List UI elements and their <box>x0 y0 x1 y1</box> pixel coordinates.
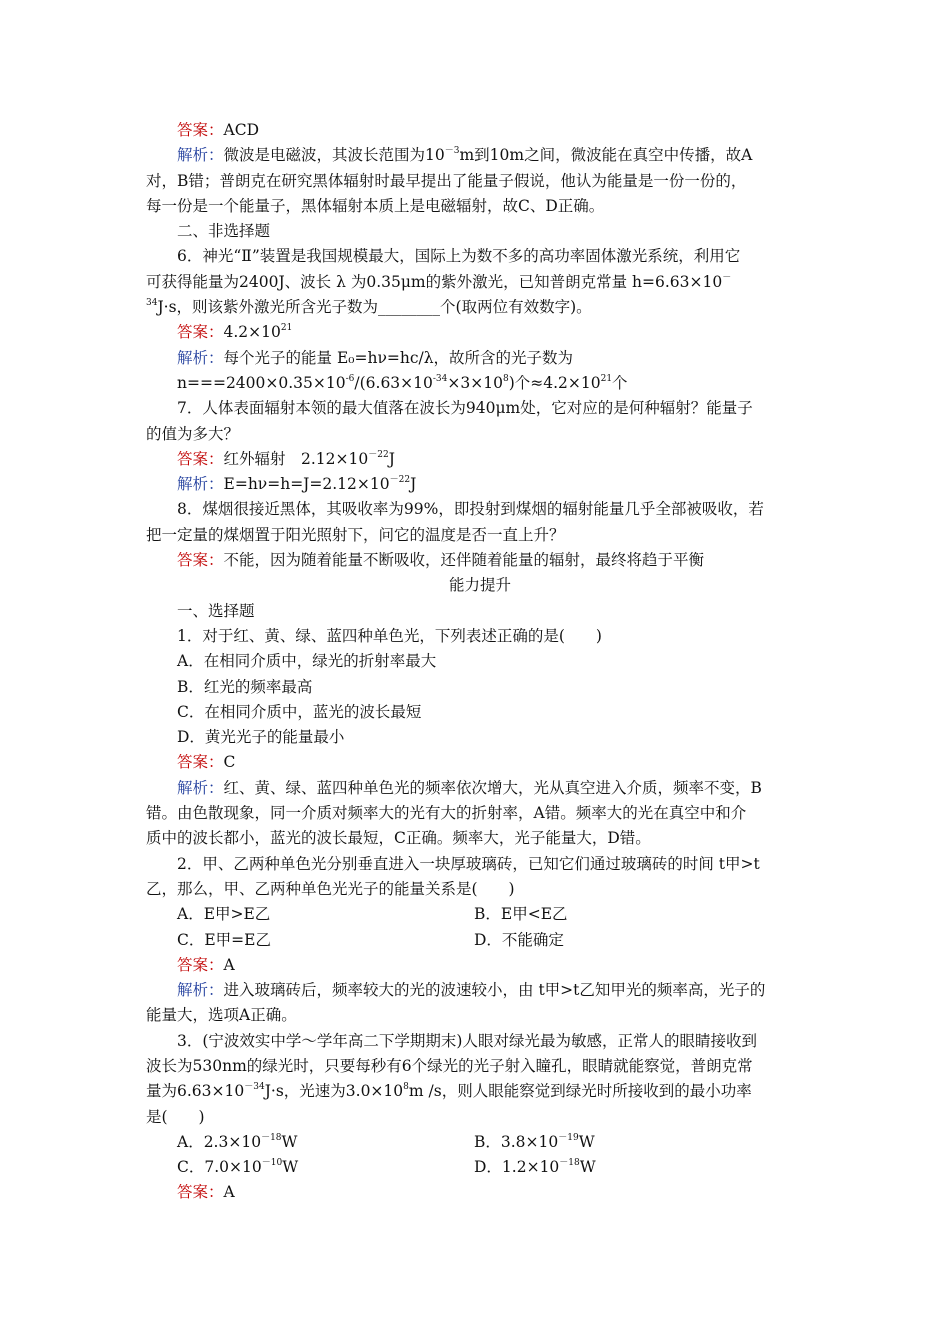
c3-line2: 波长为530nm的绿光时，只要每秒有6个绿光的光子射入瞳孔，眼睛就能察觉，普朗克常 <box>146 1056 753 1075</box>
exponent: 21 <box>280 323 293 334</box>
section-title-nonchoice: 二、非选择题 <box>177 222 271 241</box>
formula-text: ×3×10 <box>447 373 503 392</box>
answer-text: ACD <box>223 121 259 139</box>
unit: J <box>410 475 417 494</box>
c2-option-d: D．不能确定 <box>474 930 564 949</box>
c2-analysis <box>146 978 814 1003</box>
exponent: －3 <box>444 146 460 157</box>
unit: J <box>388 449 395 468</box>
c3-line3-text: 量为6.63×10 <box>146 1082 245 1101</box>
analysis-text: m到10m之间，微波能在真空中传播，故A <box>459 146 753 165</box>
q6-line2-text: 可获得能量为2400J、波长 λ 为0.35μm的紫外激光，已知普朗克常量 h=6.63×10 <box>146 272 723 291</box>
answer-label: 答案： <box>177 1183 224 1202</box>
answer-text: A <box>223 955 235 974</box>
answer-label: 答案： <box>177 323 224 342</box>
unit: W <box>282 1158 299 1177</box>
c3-option-d <box>474 1155 771 1180</box>
q6-line2 <box>146 270 814 295</box>
c1-stem: 1．对于红、黄、绿、蓝四种单色光，下列表述正确的是( ) <box>177 626 602 645</box>
c1-analysis <box>146 776 814 801</box>
option-text: C．7.0×10 <box>177 1158 262 1177</box>
option-text: A．2.3×10 <box>177 1132 262 1151</box>
exponent: －22 <box>368 449 389 460</box>
q8-line2: 把一定量的煤烟置于阳光照射下，问它的温度是否一直上升？ <box>146 525 565 544</box>
answer-text: 不能，因为随着能量不断吸收，还伴随着能量的辐射，最终将趋于平衡 <box>223 551 705 570</box>
q5-answer <box>146 118 814 143</box>
unit: W <box>578 1132 595 1151</box>
q6-analysis <box>146 346 814 371</box>
exponent: -6 <box>345 373 355 384</box>
c1-option-b: B．红光的频率最高 <box>177 677 313 696</box>
c3-options-row2 <box>146 1155 814 1180</box>
c3-line4: 是( ) <box>146 1107 205 1126</box>
c1-option-a: A．在相同介质中，绿光的折射率最大 <box>177 652 437 671</box>
q6-line3 <box>146 295 814 320</box>
unit: W <box>281 1132 298 1151</box>
exponent: 34 <box>146 297 158 308</box>
q6-line1: 6．神光“Ⅱ”装置是我国规模最大，国际上为数不多的高功率固体激光系统，利用它 <box>177 247 741 266</box>
exponent: －22 <box>389 475 411 485</box>
c2-option-c: C．E甲=E乙 <box>177 930 271 949</box>
exponent: －18 <box>261 1132 282 1143</box>
exponent: － <box>722 272 732 283</box>
c1-answer <box>146 750 814 775</box>
c3-option-c <box>177 1155 474 1180</box>
c3-options-row1 <box>146 1130 814 1155</box>
c1-analysis-line2: 错。由色散现象，同一介质对频率大的光有大的折射率，A错。频率大的光在真空中和介 <box>146 804 747 823</box>
q5-analysis <box>146 143 814 168</box>
formula-text: )个≈4.2×10 <box>508 373 601 392</box>
q6-formula <box>146 371 814 396</box>
analysis-label: 解析： <box>177 778 224 797</box>
c2-option-b: B．E甲<E乙 <box>474 905 568 924</box>
analysis-text: E=hν=h=J=2.12×10 <box>223 475 390 494</box>
q7-line2: 的值为多大？ <box>146 424 240 443</box>
exponent: 21 <box>600 373 613 384</box>
exponent: -34 <box>432 373 448 384</box>
c3-line3-text: J·s，光速为3.0×10 <box>264 1082 404 1101</box>
q6-line3-text: J·s，则该紫外激光所含光子数为________个(取两位有效数字)。 <box>157 298 592 317</box>
q6-answer <box>146 320 814 345</box>
exponent: －34 <box>244 1082 265 1093</box>
exponent: －19 <box>558 1132 579 1143</box>
q5-analysis-line2: 对，B错；普朗克在研究黑体辐射时最早提出了能量子假说，他认为能量是一份一份的， <box>146 171 747 190</box>
answer-label: 答案： <box>177 449 224 468</box>
answer-text: A <box>223 1183 235 1202</box>
c3-option-b <box>474 1130 771 1155</box>
c2-line2: 乙，那么，甲、乙两种单色光光子的能量关系是( ) <box>146 879 515 898</box>
c3-line3-text: m /s，则人眼能察觉到绿光时所接收到的最小功率 <box>408 1082 752 1101</box>
option-text: D．1.2×10 <box>474 1158 560 1177</box>
analysis-text: 红、黄、绿、蓝四种单色光的频率依次增大，光从真空进入介质，频率不变，B <box>223 778 762 797</box>
q7-answer <box>146 447 814 472</box>
analysis-text: 微波是电磁波，其波长范围为10 <box>223 146 445 165</box>
answer-label: 答案： <box>177 753 224 772</box>
analysis-label: 解析： <box>177 348 224 367</box>
c2-line1: 2．甲、乙两种单色光分别垂直进入一块厚玻璃砖，已知它们通过玻璃砖的时间 t甲>t <box>177 854 760 873</box>
c2-options-row2 <box>146 928 814 953</box>
analysis-label: 解析： <box>177 146 224 165</box>
q7-analysis <box>146 472 814 497</box>
answer-label: 答案： <box>177 955 224 974</box>
c2-analysis-line2: 能量大，选项A正确。 <box>146 1006 297 1025</box>
exponent: －18 <box>559 1158 580 1169</box>
analysis-label: 解析： <box>177 475 224 494</box>
c3-option-a <box>177 1130 474 1155</box>
c3-line1: 3．(宁波效实中学～学年高二下学期期末)人眼对绿光最为敏感，正常人的眼睛接收到 <box>177 1031 757 1050</box>
section-title-ability: 能力提升 <box>448 576 511 595</box>
c2-answer <box>146 953 814 978</box>
unit: W <box>579 1158 596 1177</box>
analysis-label: 解析： <box>177 981 224 1000</box>
c2-options-row1 <box>146 902 814 927</box>
q7-line1: 7．人体表面辐射本领的最大值落在波长为940μm处，它对应的是何种辐射？能量子 <box>177 399 753 418</box>
section-title-choice: 一、选择题 <box>177 601 255 620</box>
q5-analysis-line3: 每一份是一个能量子，黑体辐射本质上是电磁辐射，故C、D正确。 <box>146 196 605 215</box>
c3-answer <box>146 1180 814 1205</box>
option-text: B．3.8×10 <box>474 1132 559 1151</box>
exponent: 8 <box>403 1082 409 1093</box>
analysis-text: 进入玻璃砖后，频率较大的光的波速较小，由 t甲>t乙知甲光的频率高，光子的 <box>223 981 766 1000</box>
answer-text: 红外辐射 2.12×10 <box>223 449 369 468</box>
exponent: 8 <box>502 373 509 384</box>
answer-text: C <box>223 753 236 772</box>
answer-label: 答案： <box>177 551 224 570</box>
c2-option-a: A．E甲>E乙 <box>177 905 271 924</box>
q8-line1: 8．煤烟很接近黑体，其吸收率为99%，即投射到煤烟的辐射能量几乎全部被吸收，若 <box>177 500 764 519</box>
c1-option-c: C．在相同介质中，蓝光的波长最短 <box>177 702 422 721</box>
formula-text: 个 <box>612 373 628 392</box>
answer-label: 答案： <box>177 121 224 139</box>
document-page <box>146 118 814 1206</box>
q8-answer <box>146 548 814 573</box>
analysis-text: 每个光子的能量 E₀=hν=hc/λ，故所含的光子数为 <box>223 348 574 367</box>
exponent: －10 <box>261 1158 283 1169</box>
c1-analysis-line3: 质中的波长都小，蓝光的波长最短，C正确。频率大，光子能量大，D错。 <box>146 829 651 848</box>
formula-text: n===2400×0.35×10 <box>177 373 346 392</box>
c3-line3 <box>146 1079 814 1104</box>
c1-option-d: D．黄光光子的能量最小 <box>177 728 345 747</box>
answer-text: 4.2×10 <box>223 323 281 342</box>
formula-text: /(6.63×10 <box>354 373 433 392</box>
